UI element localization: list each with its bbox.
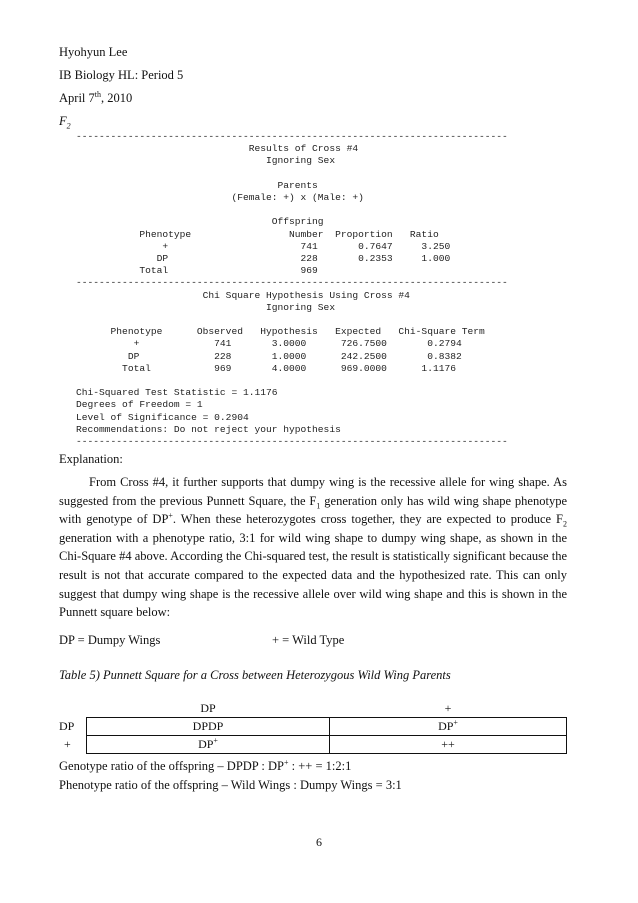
chi-square-output: --------------------------------------------------------------------------- Results of Cross #4 Ignoring Sex Parents (Female: +) x (Male: +) Offspring Phenotype Number Proportion Ratio + 741 0.7647 3.250 DP 228 0.2353 1.000 Total 969 --------------------------------------------------------------------------- Chi Square Hypothesis Using Cross #4 Ignoring Sex Phenotype Observed Hypothesis Expected Chi-Square Term + 741 3.0000 726.7500 0.2794 DP 228 1.0000 242.2500 0.8382 Total 969 4.0000 969.0000 1.1176 Chi-Squared Test Statistic = 1.1176 Degrees of Freedom = 1 Level of Significance = 0.2904 Recommendations: Do not reject your hypothesis --------------------------------------------------------------------------- [76, 131, 508, 448]
date: April 7th, 2010 [59, 89, 133, 105]
cell-plus-plus: ++ [330, 736, 567, 754]
punnett-row-dp [59, 718, 567, 736]
explanation-heading: Explanation: [59, 452, 123, 466]
punnett-row-plus [59, 736, 567, 754]
cell-dp-plus: DP+ [330, 718, 567, 736]
generation-label: $F_2$ [59, 114, 71, 131]
row-header-plus: + [64, 737, 71, 751]
cell-plus-dp: DP+ [87, 736, 330, 754]
row-header-dp: DP [59, 719, 75, 733]
author-name: Hyohyun Lee [59, 45, 128, 59]
explanation-text: From Cross #4, it further supports that dumpy wing is the recessive allele for wing shape. As suggested from the previous Punnett Square, the $F_1$ generation only has wild wing shape phenotype with genotype of DP+. When these heterozygotes cross together, they are expected to produce $F_2$ generation with a phenotype ratio, 3:1 for wild wing shape to dumpy wing shape, as shown in the Chi-Square #4 above. According the Chi-squared test, the result is statistically significant because the result is not that accurate compared to the expected data and the hypothesized rate. This can only suggest that dumpy wing shape is the recessive allele over wild wing shape and this is shown in the Punnett square below: [59, 475, 567, 620]
punnett-header-row [59, 700, 567, 718]
cell-dpdp: DPDP [87, 718, 330, 736]
legend-dp: DP = Dumpy Wings [59, 633, 161, 647]
column-header-dp: DP [200, 701, 216, 715]
phenotype-ratio: Phenotype ratio of the offspring – Wild Wings : Dumpy Wings = 3:1 [59, 778, 402, 792]
punnett-square [59, 700, 567, 754]
genotype-ratio: Genotype ratio of the offspring – DPDP : DP+ : ++ = 1:2:1 [59, 757, 352, 773]
table-caption: Table 5) Punnett Square for a Cross between Heterozygous Wild Wing Parents [59, 668, 451, 682]
class-info: IB Biology HL: Period 5 [59, 68, 184, 82]
column-header-plus: + [444, 701, 452, 715]
explanation-paragraph [59, 473, 567, 622]
page-number: 6 [316, 835, 322, 849]
legend-plus: + = Wild Type [272, 633, 345, 647]
